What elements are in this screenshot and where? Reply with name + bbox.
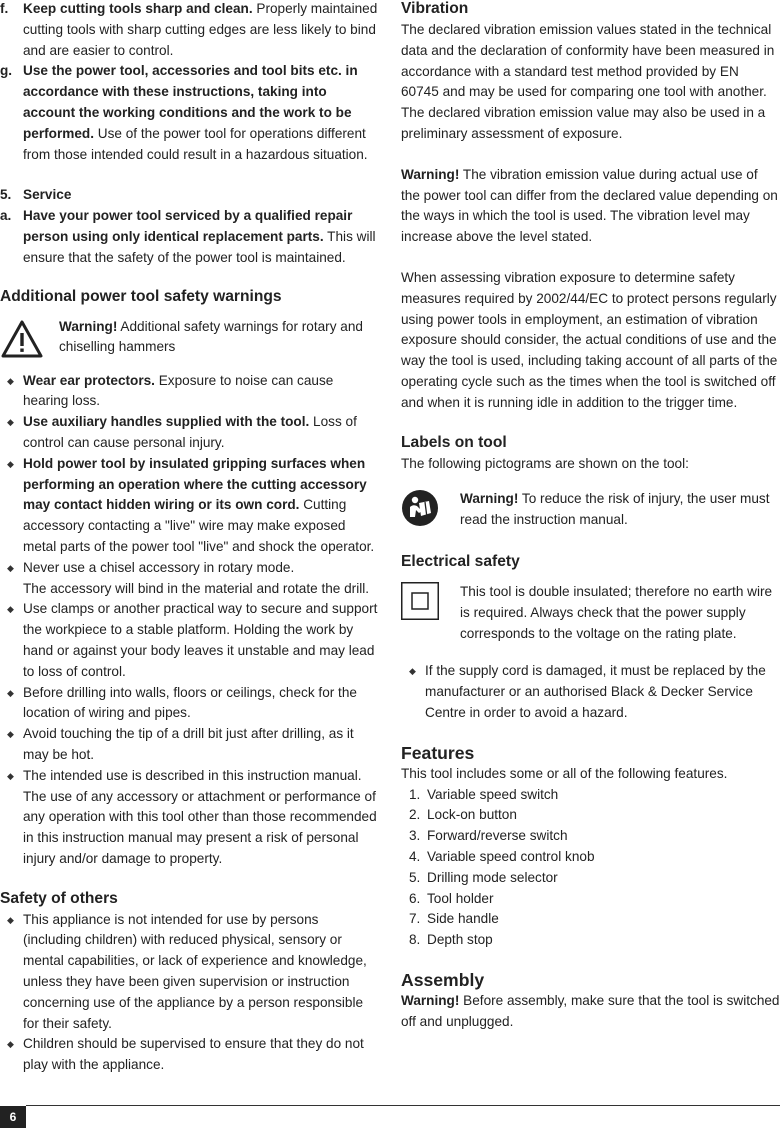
- service-heading: [0, 185, 380, 206]
- item-text: Use of the power tool for operations different from those intended could result in a hazardous situation.: [23, 125, 368, 162]
- list-item: [0, 766, 380, 870]
- feature-number: 2.: [409, 807, 421, 823]
- warning-text: Before assembly, make sure that the tool is switched off and unplugged.: [401, 992, 780, 1029]
- feature-label: Forward/reverse switch: [427, 828, 568, 844]
- vibration-paragraph-1: The declared vibration emission values stated in the technical data and the declaration of conformity have been measured in accordance with a standard test method provided by EN 60745 and may be used for comparing one tool with another. The declared vibration emission value may also be used in a preliminary assessment of exposure.: [401, 22, 775, 141]
- feature-item: [401, 909, 780, 930]
- bullet-bold: Hold power tool by insulated gripping surfaces when performing an operation where the cutting accessory may contact hidden wiring or its own cord.: [23, 455, 367, 513]
- feature-item: [401, 785, 780, 806]
- footer-rule: [26, 1105, 780, 1106]
- feature-item: [401, 826, 780, 847]
- item-bold: Have your power tool serviced by a qualified repair person using only identical replacement parts.: [23, 208, 353, 244]
- item-label: g.: [0, 63, 13, 79]
- section-number: 5.: [0, 187, 12, 203]
- feature-item: [401, 930, 780, 951]
- electrical-text: This tool is double insulated; therefore no earth wire is required. Always check that the power supply corresponds to the voltage on the rating plate.: [460, 583, 773, 641]
- bullet-text: Never use a chisel accessory in rotary mode.: [23, 559, 295, 575]
- vibration-paragraph-2: [401, 165, 780, 248]
- left-column: [0, 0, 380, 1076]
- list-item: [0, 724, 380, 766]
- others-bullet-list: [0, 910, 380, 1076]
- double-insulation-pictogram: [401, 582, 780, 644]
- labels-intro: The following pictograms are shown on the tool:: [401, 455, 689, 471]
- item-label: a.: [0, 208, 12, 224]
- warning-text: Additional safety warnings for rotary and chiselling hammers: [59, 318, 363, 355]
- instruction-g: [0, 61, 380, 165]
- additional-warnings-heading: Additional power tool safety warnings: [0, 287, 282, 305]
- item-bold: Use the power tool, accessories and tool bits etc. in accordance with these instructions, taking into account the working conditions and the work to be performed.: [23, 63, 358, 141]
- bullet-text: Avoid touching the tip of a drill bit just after drilling, as it may be hot.: [23, 726, 354, 762]
- warning-text: To reduce the risk of injury, the user must read the instruction manual.: [460, 491, 770, 528]
- feature-label: Variable speed switch: [427, 786, 559, 802]
- feature-number: 8.: [409, 932, 421, 948]
- list-item: [0, 454, 380, 558]
- feature-label: Depth stop: [427, 932, 493, 948]
- feature-label: Tool holder: [427, 890, 494, 906]
- feature-number: 1.: [409, 786, 421, 802]
- feature-number: 5.: [409, 869, 421, 885]
- list-item: [0, 558, 380, 600]
- bullet-bold: Wear ear protectors.: [23, 372, 155, 388]
- feature-item: [401, 805, 780, 826]
- warning-triangle-icon: [0, 319, 44, 359]
- list-item: ◆ If the supply cord is damaged, it must be replaced by the manufacturer or an authorised Black & Decker Service Centre in order to avoid a hazard.: [402, 661, 780, 723]
- bullet-text: The intended use is described in this instruction manual. The use of any accessory or attachment or performance of any operation with this tool other than those recommended in this instruction manual may present a risk of personal injury and/or damage to property.: [23, 767, 377, 866]
- warning-label: Warning!: [59, 318, 118, 334]
- features-heading: Features: [401, 742, 475, 763]
- feature-number: 6.: [409, 890, 421, 906]
- bullet-text: Before drilling into walls, floors or ceilings, check for the location of wiring and pipes.: [23, 684, 357, 721]
- feature-label: Drilling mode selector: [427, 869, 558, 885]
- section-title: Service: [23, 187, 72, 203]
- warning-label: Warning!: [460, 491, 519, 507]
- list-item: ◆ Children should be supervised to ensure that they do not play with the appliance.: [0, 1034, 380, 1076]
- assembly-heading: Assembly: [401, 969, 485, 990]
- bullet-text: The accessory will bind in the material and rotate the drill.: [23, 580, 370, 596]
- bullet-text: Use clamps or another practical way to secure and support the workpiece to a stable platform. Holding the work by hand or against your body leaves it unstable and may lead to loss of control.: [23, 601, 378, 679]
- feature-number: 7.: [409, 911, 421, 927]
- warning-label: Warning!: [401, 166, 460, 182]
- safety-bullet-list: [0, 371, 380, 870]
- bullet-text: Cutting accessory contacting a "live" wire may make exposed metal parts of the power tool "live" and shock the operator.: [23, 497, 375, 554]
- feature-item: [401, 889, 780, 910]
- labels-heading: Labels on tool: [401, 433, 507, 451]
- list-item: [0, 599, 380, 682]
- feature-number: 4.: [409, 848, 421, 864]
- list-item: ◆ This appliance is not intended for use by persons (including children) with reduced physical, sensory or mental capabilities, or lack of experience and knowledge, unless they have been given supervision or instruction concerning use of the appliance by a person responsible for their safety.: [0, 910, 380, 1035]
- item-text: This will ensure that the safety of the power tool is maintained.: [23, 228, 376, 265]
- electrical-safety-heading: Electrical safety: [401, 552, 520, 570]
- bullet-text: Loss of control can cause personal injury.: [23, 414, 357, 450]
- list-item: [0, 412, 380, 454]
- additional-warning-box: [0, 317, 380, 359]
- feature-item: [401, 847, 780, 868]
- instruction-f: [0, 0, 380, 61]
- warning-text: The vibration emission value during actual use of the power tool can differ from the declared value depending on the ways in which the tool is used. The vibration level may increase above the level stated.: [401, 166, 778, 245]
- page-number: 6: [0, 1106, 26, 1128]
- feature-number: 3.: [409, 828, 421, 844]
- features-list: [401, 785, 780, 951]
- instruction-a: [0, 206, 380, 268]
- read-manual-icon: [401, 489, 439, 527]
- features-intro: This tool includes some or all of the following features.: [401, 765, 728, 781]
- vibration-heading: Vibration: [401, 0, 469, 17]
- item-label: f.: [0, 1, 9, 16]
- feature-item: [401, 868, 780, 889]
- bullet-bold: Use auxiliary handles supplied with the tool.: [23, 414, 310, 430]
- safety-of-others-heading: Safety of others: [0, 889, 118, 907]
- list-item: [0, 371, 380, 413]
- feature-label: Lock-on button: [427, 807, 517, 823]
- list-item: [0, 683, 380, 725]
- assembly-warning: [401, 991, 780, 1033]
- read-manual-pictogram: [401, 489, 780, 531]
- bullet-text: Exposure to noise can cause hearing loss.: [23, 372, 334, 409]
- item-bold: Keep cutting tools sharp and clean.: [23, 1, 253, 16]
- vibration-paragraph-3: When assessing vibration exposure to determine safety measures required by 2002/44/EC to protect persons regularly using power tools in employment, an estimation of vibration exposure should consider, the actual conditions of use and the way the tool is used, including taking account of all parts of the operating cycle such as the times when the tool is switched off and when it is running idle in addition to the trigger time.: [401, 269, 778, 410]
- feature-label: Variable speed control knob: [427, 848, 595, 864]
- double-insulation-icon: [401, 582, 439, 620]
- right-column: [401, 0, 780, 1032]
- item-text: Properly maintained cutting tools with sharp cutting edges are less likely to bind and are easier to control.: [23, 1, 378, 58]
- warning-label: Warning!: [401, 992, 460, 1008]
- feature-label: Side handle: [427, 911, 499, 927]
